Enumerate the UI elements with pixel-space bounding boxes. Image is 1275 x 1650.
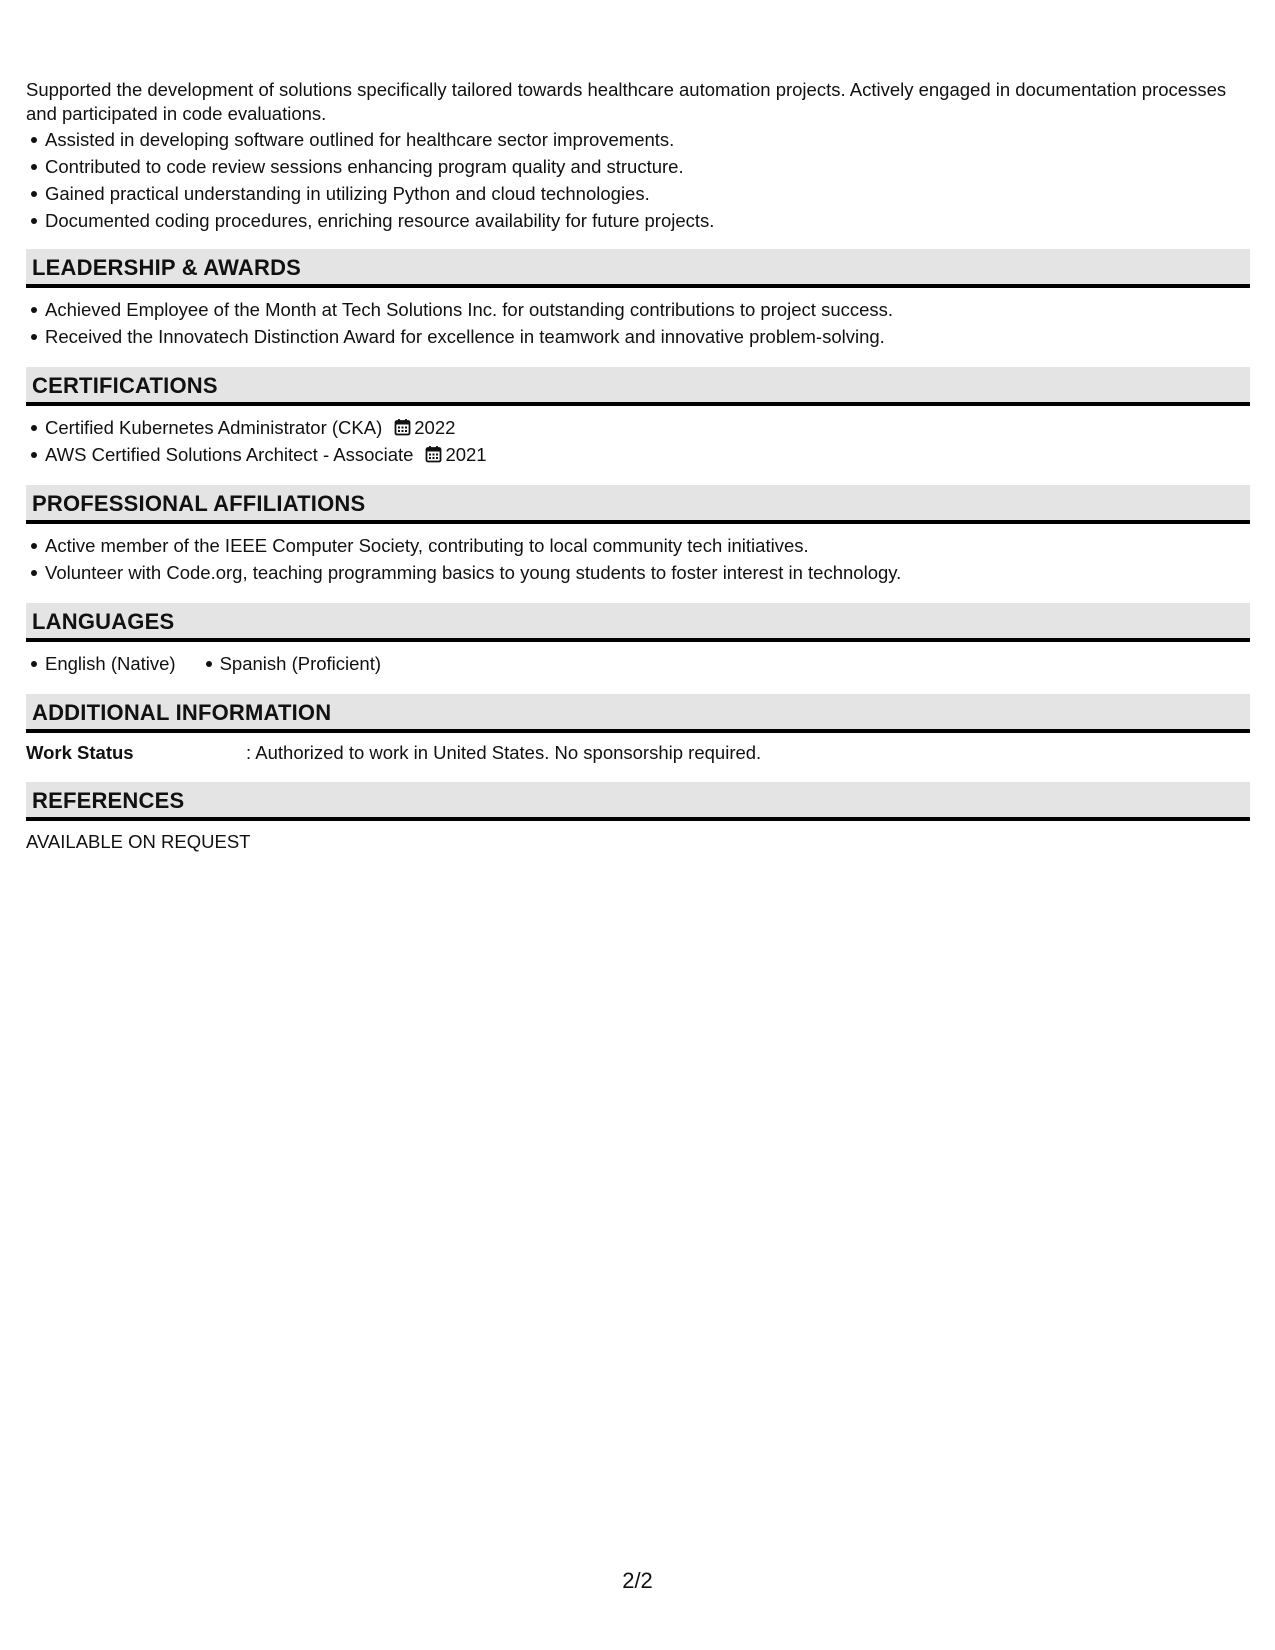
section-title: PROFESSIONAL AFFILIATIONS [32,491,366,516]
language-item: English (Native) [45,650,176,677]
experience-summary: Supported the development of solutions specifically tailored towards healthcare automation projects. Actively engaged in documentation processes and participated in code evaluations. [26,79,1227,124]
certification-name: AWS Certified Solutions Architect - Associate [45,444,414,465]
references-text: AVAILABLE ON REQUEST [26,831,251,852]
certification-name: Certified Kubernetes Administrator (CKA) [45,417,383,438]
section-title: LEADERSHIP & AWARDS [32,255,302,280]
list-item: Gained practical understanding in utilizing Python and cloud technologies. [45,180,1250,207]
leadership-list [26,296,1250,350]
section-title: REFERENCES [32,788,185,813]
list-item: Received the Innovatech Distinction Award for excellence in teamwork and innovative problem-solving. [45,323,1250,350]
calendar-icon [394,418,411,436]
certifications-section-header [26,367,1250,406]
list-item [45,414,1250,441]
additional-info-section-header [26,694,1250,733]
certification-date [394,417,455,438]
work-status-label: Work Status [26,742,134,763]
experience-bullets [26,126,1250,234]
certification-year: 2021 [445,444,487,465]
list-item: Documented coding procedures, enriching resource availability for future projects. [45,207,1250,234]
list-item: Volunteer with Code.org, teaching programming basics to young students to foster interest in technology. [45,559,1250,586]
calendar-icon [425,445,442,463]
resume-page [26,78,1250,855]
list-item: Assisted in developing software outlined for healthcare sector improvements. [45,126,1250,153]
list-item: Contributed to code review sessions enhancing program quality and structure. [45,153,1250,180]
section-title: ADDITIONAL INFORMATION [32,700,332,725]
list-item: Achieved Employee of the Month at Tech Solutions Inc. for outstanding contributions to project success. [45,296,1250,323]
leadership-section-header [26,249,1250,288]
page-number: 2/2 [622,1568,653,1593]
section-title: CERTIFICATIONS [32,373,218,398]
affiliations-list [26,532,1250,586]
references-section-header [26,782,1250,821]
certification-year: 2022 [414,417,456,438]
languages-section-header [26,603,1250,642]
section-title: LANGUAGES [32,609,175,634]
language-item: Spanish (Proficient) [220,650,381,677]
work-status-row [26,741,1250,765]
affiliations-section-header [26,485,1250,524]
list-item [45,441,1250,468]
list-item: Active member of the IEEE Computer Society, contributing to local community tech initiatives. [45,532,1250,559]
certifications-list [26,414,1250,468]
certification-date [425,444,486,465]
languages-list [26,650,1250,677]
work-status-value: : Authorized to work in United States. No sponsorship required. [246,742,762,763]
